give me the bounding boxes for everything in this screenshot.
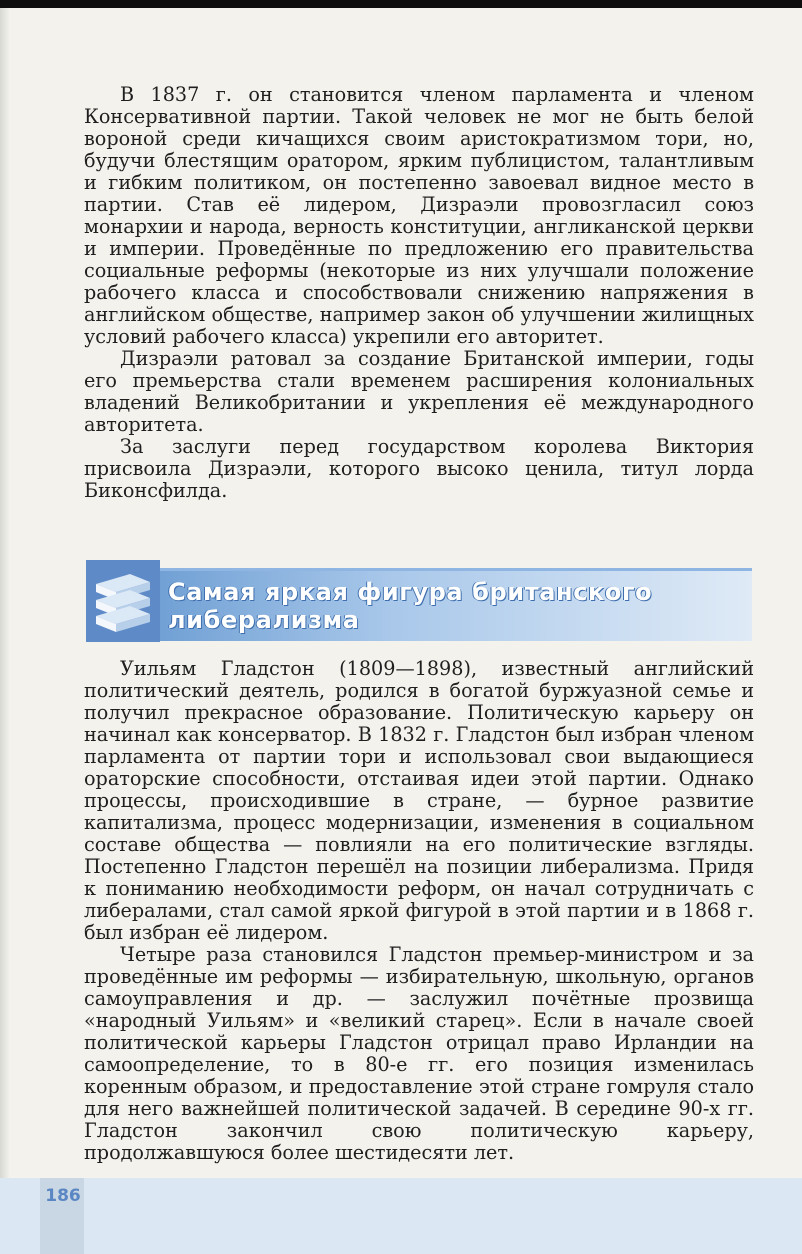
bottom-text-block [84,658,754,1164]
paragraph-disraeli-parliament: В 1837 г. он становится членом парламента и членом Консервативной партии. Такой человек не мог не быть белой вороной среди кичащихся своим аристократизмом тори, но, будучи блестящим оратором, ярким публицистом, талантливым и гибким политиком, он постепенно завоевал видное место в партии. Став её лидером, Дизраэли провозгласил союз монархии и народа, верность конституции, англиканской церкви и империи. Проведённые по предложению его правительства социальные реформы (некоторые из них улучшали положение рабочего класса и способствовали снижению напряжения в английском обществе, например закон об улучшении жилищных условий рабочего класса) укрепили его авторитет. [84,83,754,348]
section-header [86,560,752,642]
paragraph-disraeli-empire: Дизраэли ратовал за создание Британской империи, годы его премьерства стали временем расширения колониальных владений Великобритании и укрепления её международного авторитета. [84,347,754,436]
paragraph-disraeli-title: За заслуги перед государством королева Виктория присвоила Дизраэли, которого высоко ценила, титул лорда Биконсфилда. [84,435,754,502]
paragraph-gladstone-career: Уильям Гладстон (1809—1898), известный английский политический деятель, родился в богатой буржуазной семье и получил прекрасное образование. Политическую карьеру он начинал как консерватор. В 1832 г. Гладстон был избран членом парламента от партии тори и использовал свои выдающиеся ораторские способности, отстаивая идеи этой партии. Однако процессы, происходившие в стране, — бурное развитие капитализма, процесс модернизации, изменения в социальном составе общества — повлияли на его политические взгляды. Постепенно Гладстон перешёл на позиции либерализма. Придя к пониманию необходимости реформ, он начал сотрудничать с либералами, стал самой яркой фигурой в этой партии и в 1868 г. был избран её лидером. [84,657,754,944]
top-border [0,0,802,8]
section-title: Самая яркая фигура британского либерализма [168,578,653,634]
page-binding-edge [0,8,10,1254]
top-text-block [84,84,754,502]
books-icon [86,560,160,642]
bottom-decor-strip [0,1178,802,1254]
paragraph-gladstone-premier: Четыре раза становился Гладстон премьер-министром и за проведённые им реформы — избирательную, школьную, органов самоуправления и др. — заслужил почётные прозвища «народный Уильям» и «великий старец». Если в начале своей политической карьеры Гладстон отрицал право Ирландии на самоопределение, то в 80-е гг. его позиция изменилась коренным образом, и предоставление этой стране гомруля стало для него важнейшей политической задачей. В середине 90-х гг. Гладстон закончил свою политическую карьеру, продолжавшуюся более шестидесяти лет. [84,943,754,1164]
page-number: 186 [45,1186,81,1206]
